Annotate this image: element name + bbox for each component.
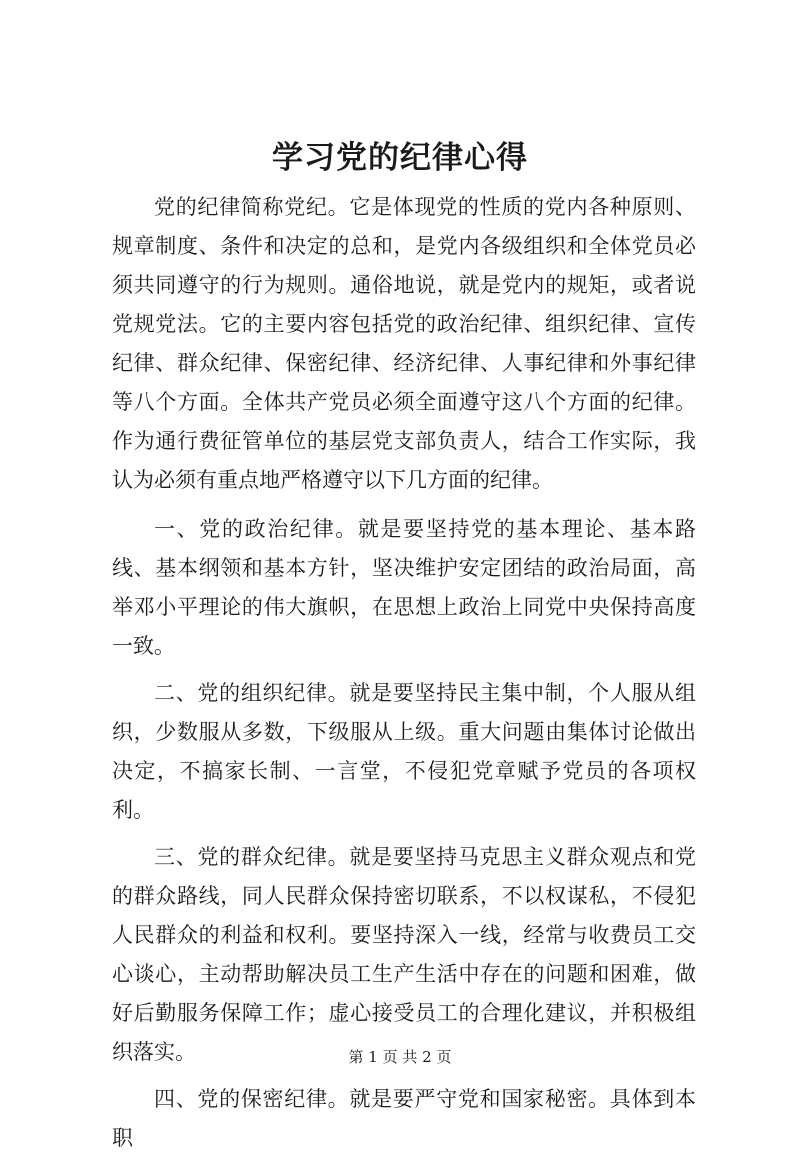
- document-body: [112, 188, 696, 1166]
- page-footer: 第 1 页 共 2 页: [348, 1048, 452, 1066]
- paragraph-political-discipline: 一、党的政治纪律。就是要坚持党的基本理论、基本路线、基本纲领和基本方针，坚决维护安定团结的政治局面，高举邓小平理论的伟大旗帜，在思想上政治上同党中央保持高度一致。: [112, 517, 696, 658]
- paragraph-organizational-discipline: 二、党的组织纪律。就是要坚持民主集中制，个人服从组织，少数服从多数，下级服从上级。重大问题由集体讨论做出决定，不搞家长制、一言堂，不侵犯党章赋予党员的各项权利。: [112, 681, 696, 822]
- paragraph-confidentiality-discipline: 四、党的保密纪律。就是要严守党和国家秘密。具体到本职: [112, 1087, 696, 1150]
- paragraph-mass-discipline: 三、党的群众纪律。就是要坚持马克思主义群众观点和党的群众路线，同人民群众保持密切联系，不以权谋私，不侵犯人民群众的利益和权利。要坚持深入一线，经常与收费员工交心谈心，主动帮助解决员工生产生活中存在的问题和困难，做好后勤服务保障工作；虚心接受员工的合理化建议，并积极组织落实。: [112, 845, 696, 1064]
- paragraph-intro: 党的纪律简称党纪。它是体现党的性质的党内各种原则、规章制度、条件和决定的总和，是党内各级组织和全体党员必须共同遵守的行为规则。通俗地说，就是党内的规矩，或者说党规党法。它的主要内容包括党的政治纪律、组织纪律、宣传纪律、群众纪律、保密纪律、经济纪律、人事纪律和外事纪律等八个方面。全体共产党员必须全面遵守这八个方面的纪律。作为通行费征管单位的基层党支部负责人，结合工作实际，我认为必须有重点地严格遵守以下几方面的纪律。: [112, 195, 696, 492]
- document-title: 学习党的纪律心得: [272, 140, 528, 176]
